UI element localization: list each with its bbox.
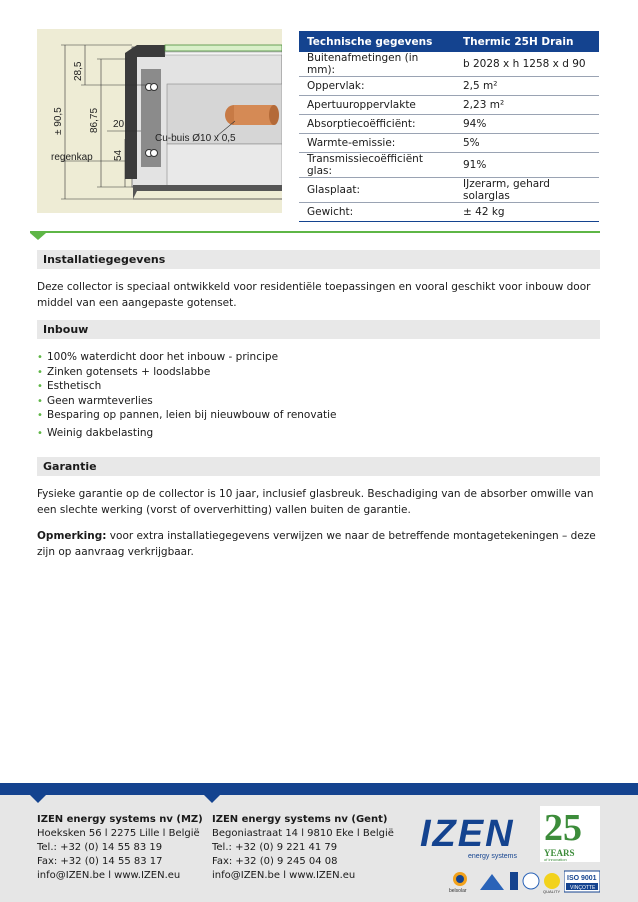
table-row: [299, 134, 599, 153]
installatie-text: Deze collector is speciaal ontwikkeld voor residentiële toepassingen en vooral geschikt voor inbouw door middel van een aangepaste gotenset.: [37, 281, 591, 309]
dim-28: 28,5: [73, 61, 84, 81]
iso-9001-badge: [564, 870, 600, 894]
spec-label: Warmte-emissie:: [299, 134, 455, 153]
dim-90: ± 90,5: [53, 107, 64, 135]
svg-text:energy systems: energy systems: [468, 853, 518, 860]
spec-value: 5%: [455, 134, 599, 153]
label-regenkap: regenkap: [51, 152, 93, 163]
bullet-icon: •: [37, 395, 43, 407]
address-block-gent: [212, 813, 394, 883]
spec-label: Buitenafmetingen (in mm):: [299, 52, 455, 77]
section-heading-installatie: Installatiegegevens: [37, 250, 600, 269]
spec-value: IJzerarm, gehard solarglas: [455, 178, 599, 203]
table-row: [299, 115, 599, 134]
quality-badge: [542, 870, 562, 894]
spec-value: b 2028 x h 1258 x d 90: [455, 52, 599, 77]
list-item: • Weinig dakbelasting: [37, 426, 597, 441]
bullet-icon: •: [37, 366, 43, 378]
spec-value: 2,23 m²: [455, 96, 599, 115]
table-row: [299, 52, 599, 77]
table-row: [299, 77, 599, 96]
dim-86: 86,75: [89, 107, 100, 133]
bullet-icon: •: [37, 352, 43, 363]
address-block-mz: [37, 813, 203, 883]
spec-label: Gewicht:: [299, 203, 455, 222]
spec-label: Oppervlak:: [299, 77, 455, 96]
solar-keymark-icon: [478, 870, 506, 894]
section-heading-inbouw: Inbouw: [37, 320, 600, 339]
izen-logo: [418, 808, 530, 864]
spec-value: 94%: [455, 115, 599, 134]
table-header: [299, 31, 599, 52]
garantie-note: [37, 529, 603, 560]
section-heading-garantie: Garantie: [37, 457, 600, 476]
svg-text:VINÇOTTE: VINÇOTTE: [570, 885, 596, 891]
list-item: • Geen warmteverlies: [37, 394, 597, 409]
spec-value: 91%: [455, 153, 599, 178]
list-item: • 100% waterdicht door het inbouw - principe: [37, 350, 597, 365]
dim-20: 20: [113, 119, 125, 130]
footer-arrow: [204, 795, 220, 803]
cross-section-drawing: [37, 29, 282, 213]
office-tel: Tel.: +32 (0) 9 221 41 79: [212, 842, 338, 853]
table-row: [299, 96, 599, 115]
svg-text:25: 25: [544, 807, 582, 849]
garantie-text: Fysieke garantie op de collector is 10 jaar, inclusief glasbreuk. Beschadiging van de absorber omwille van een slechte werking (vorst of oververhitting) vallen buiten de garantie.: [37, 488, 594, 516]
office-name: IZEN energy systems nv (MZ): [37, 814, 203, 825]
divider-arrow: [30, 233, 46, 240]
spec-label: Absorptiecoëfficiënt:: [299, 115, 455, 134]
note-label: Opmerking:: [37, 530, 107, 542]
office-fax: Fax: +32 (0) 9 245 04 08: [212, 856, 338, 867]
list-item: • Zinken gotensets + loodslabbe: [37, 365, 597, 380]
section-divider: [30, 231, 600, 233]
office-fax: Fax: +32 (0) 14 55 83 17: [37, 856, 163, 867]
svg-text:IZEN: IZEN: [420, 813, 515, 855]
table-header-cell: Thermic 25H Drain: [455, 31, 599, 52]
svg-text:YEARS: YEARS: [544, 848, 575, 858]
bullet-icon: •: [37, 410, 43, 421]
list-item: • Besparing op pannen, leien bij nieuwbouw of renovatie: [37, 408, 597, 423]
inbouw-list: [37, 350, 597, 440]
technical-specs-table: [299, 31, 599, 222]
bullet-icon: •: [37, 427, 43, 439]
spec-value: 2,5 m²: [455, 77, 599, 96]
table-row: [299, 153, 599, 178]
office-name: IZEN energy systems nv (Gent): [212, 814, 388, 825]
dim-54: 54: [113, 149, 124, 161]
office-web: info@IZEN.be l www.IZEN.eu: [212, 870, 356, 881]
table-header-cell: Technische gegevens: [299, 31, 455, 52]
footer-arrow: [30, 795, 46, 803]
table-row: [299, 203, 599, 222]
svg-text:of innovation: of innovation: [544, 857, 567, 862]
svg-text:QUALITY: QUALITY: [543, 889, 561, 894]
note-text: voor extra installatiegegevens verwijzen we naar de betreffende montagetekeningen – deze zijn op aanvraag verkrijgbaar.: [37, 530, 596, 558]
spec-label: Apertuuroppervlakte: [299, 96, 455, 115]
belsolar-badge: [448, 870, 476, 894]
office-web: info@IZEN.be l www.IZEN.eu: [37, 870, 181, 881]
spec-label: Transmissiecoëfficiënt glas:: [299, 153, 455, 178]
office-tel: Tel.: +32 (0) 14 55 83 19: [37, 842, 163, 853]
bullet-icon: •: [37, 381, 43, 392]
spec-label: Glasplaat:: [299, 178, 455, 203]
certification-icon: [508, 870, 520, 894]
svg-text:belsolar: belsolar: [449, 888, 467, 894]
label-cubuis: Cu-buis Ø10 x 0,5: [155, 133, 236, 144]
list-item: • Esthetisch: [37, 379, 597, 394]
din-certco-icon: [522, 870, 540, 894]
anniversary-logo: [540, 806, 602, 864]
spec-value: ± 42 kg: [455, 203, 599, 222]
svg-text:ISO 9001: ISO 9001: [567, 875, 597, 882]
office-street: Hoeksken 56 l 2275 Lille l België: [37, 828, 200, 839]
table-row: [299, 178, 599, 203]
office-street: Begoniastraat 14 l 9810 Eke l België: [212, 828, 394, 839]
footer-bar: [0, 783, 638, 795]
